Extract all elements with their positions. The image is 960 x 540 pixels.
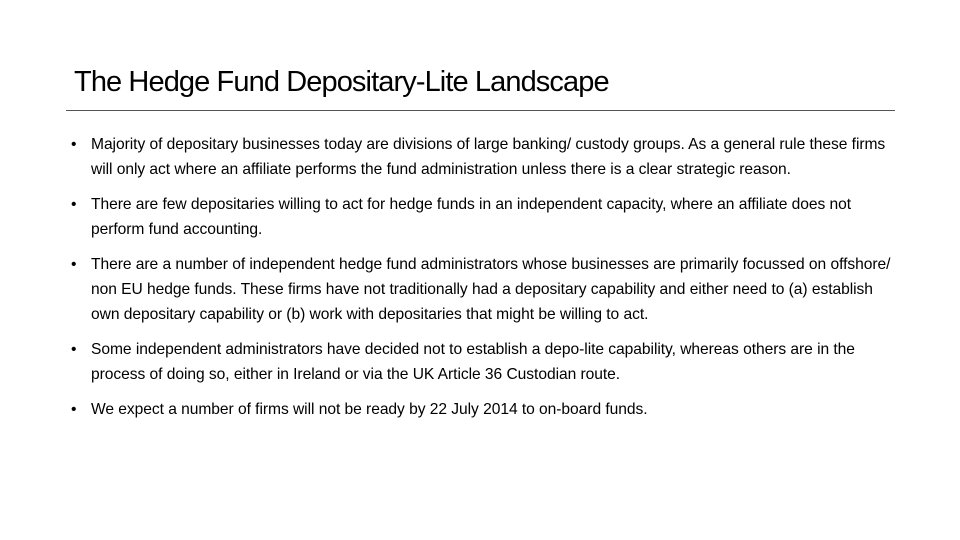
bullet-text: We expect a number of firms will not be ready by 22 July 2014 to on-board funds. — [91, 401, 648, 418]
bullet-text: Some independent administrators have decided not to establish a depo-lite capability, whereas others are in the process of doing so, either in Ireland or via the UK Article 36 Custodian route. — [91, 341, 855, 383]
bullet-icon: • — [71, 196, 77, 213]
bullet-item — [70, 132, 900, 182]
bullet-item — [70, 397, 900, 422]
bullet-item — [70, 337, 900, 387]
bullet-icon: • — [71, 256, 77, 273]
bullet-text: Majority of depositary businesses today are divisions of large banking/ custody groups. As a general rule these firms will only act where an affiliate performs the fund administration unless there is a clear strategic reason. — [91, 136, 886, 178]
slide-title: The Hedge Fund Depositary-Lite Landscape — [74, 66, 609, 98]
bullet-text: There are a number of independent hedge fund administrators whose businesses are primarily focussed on offshore/ non EU hedge funds. These firms have not traditionally had a depositary capability and either need to (a) establish own depositary capability or (b) work with depositaries that might be willing to act. — [91, 256, 891, 323]
bullet-icon: • — [71, 341, 77, 358]
bullet-text: There are few depositaries willing to act for hedge funds in an independent capacity, where an affiliate does not perform fund accounting. — [91, 196, 852, 238]
bullet-item — [70, 192, 900, 242]
title-divider — [66, 110, 895, 111]
bullet-item — [70, 252, 900, 327]
bullet-list — [70, 132, 900, 432]
bullet-icon: • — [71, 136, 77, 153]
bullet-icon: • — [71, 401, 77, 418]
